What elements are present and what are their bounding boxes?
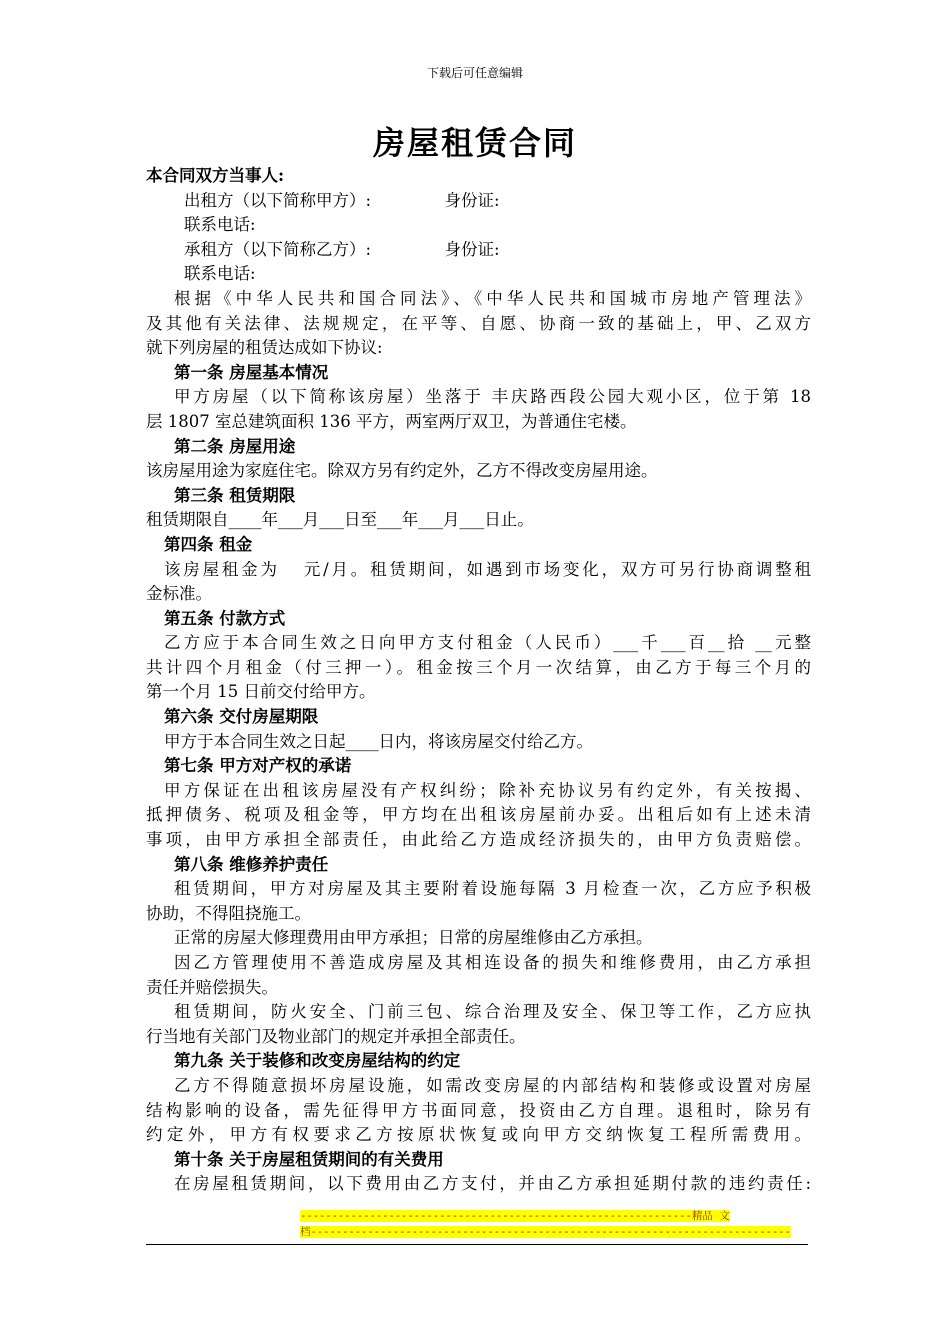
- body-line: 行当地有关部门及物业部门的规定并承担全部责任。: [146, 1026, 526, 1046]
- section-heading: 第九条 关于装修和改变房屋结构的约定: [174, 1051, 461, 1071]
- body-line: 该房屋租金为 元/月。租赁期间，如遇到市场变化，双方可另行协商调整租: [164, 559, 811, 579]
- body-line: 乙方不得随意损坏房屋设施，如需改变房屋的内部结构和装修或设置对房屋: [174, 1075, 811, 1095]
- body-line: 该房屋用途为家庭住宅。除双方另有约定外，乙方不得改变房屋用途。: [146, 461, 658, 481]
- body-line: 承租方（以下简称乙方）: 身份证:: [184, 239, 500, 259]
- body-line: 第一个月 15 日前交付给甲方。: [146, 682, 376, 702]
- footer-watermark: [146, 1208, 808, 1240]
- footer-rule: [146, 1244, 808, 1245]
- section-heading: 第一条 房屋基本情况: [174, 362, 329, 382]
- header-note: 下载后可任意编辑: [426, 66, 523, 80]
- body-line: 协助，不得阻挠施工。: [146, 903, 311, 923]
- body-line: 就下列房屋的租赁达成如下协议:: [146, 338, 383, 358]
- section-heading: 第二条 房屋用途: [174, 436, 296, 456]
- section-heading: 第六条 交付房屋期限: [164, 707, 319, 727]
- body-line: 甲方保证在出租该房屋没有产权纠纷；除补充协议另有约定外，有关按揭、: [164, 780, 811, 800]
- body-line: 因乙方管理使用不善造成房屋及其相连设备的损失和维修费用，由乙方承担: [174, 953, 811, 972]
- document-title: 房屋租赁合同: [372, 124, 577, 162]
- body-line: 根据《中华人民共和国合同法》、《中华人民共和国城市房地产管理法》: [174, 288, 811, 308]
- body-line: 乙方应于本合同生效之日向甲方支付租金（人民币）___千___百__拾 __元整: [164, 633, 811, 653]
- body-line: 层 1807 室总建筑面积 136 平方，两室两厅双卫，为普通住宅楼。: [146, 411, 637, 431]
- body-line: 甲方房屋（以下简称该房屋）坐落于 丰庆路西段公园大观小区，位于第 18: [174, 387, 811, 407]
- body-line: 约定外，甲方有权要求乙方按原状恢复或向甲方交纳恢复工程所需费用。: [146, 1125, 811, 1145]
- body-line: 共计四个月租金（付三押一）。租金按三个月一次结算，由乙方于每三个月的: [146, 657, 811, 677]
- body-line: 事项，由甲方承担全部责任，由此给乙方造成经济损失的，由甲方负责赔偿。: [146, 830, 811, 850]
- body-line: 正常的房屋大修理费用由甲方承担；日常的房屋维修由乙方承担。: [174, 928, 653, 948]
- footer-line-2: [146, 1224, 808, 1240]
- body-line: 甲方于本合同生效之日起____日内，将该房屋交付给乙方。: [164, 731, 593, 751]
- footer-line-1: [146, 1208, 808, 1224]
- footer-label-1: 精品 文: [691, 1210, 730, 1222]
- body-line: 联系电话:: [184, 264, 256, 284]
- body-line: 联系电话:: [184, 215, 256, 235]
- body-line: 租赁期限自____年___月___日至___年___月___日止。: [146, 510, 534, 530]
- section-heading: 第八条 维修养护责任: [174, 854, 329, 874]
- contract-body: [146, 164, 811, 1197]
- footer-label-2: 档: [300, 1226, 311, 1238]
- body-line: 在房屋租赁期间，以下费用由乙方支付，并由乙方承担延期付款的违约责任:: [174, 1174, 811, 1194]
- body-line: 抵押债务、税项及租金等，甲方均在出租该房屋前办妥。出租后如有上述未清: [146, 805, 811, 825]
- section-heading: 第四条 租金: [164, 534, 253, 554]
- body-line: 出租方（以下简称甲方）: 身份证:: [184, 190, 500, 210]
- body-line: 及其他有关法律、法规规定，在平等、自愿、协商一致的基础上，甲、乙双方: [146, 313, 811, 333]
- section-heading: 第五条 付款方式: [164, 608, 286, 628]
- body-line: 责任并赔偿损失。: [146, 977, 278, 997]
- body-line: 租赁期间，防火安全、门前三包、综合治理及安全、保卫等工作，乙方应执: [174, 1002, 811, 1022]
- body-line: 结构影响的设备，需先征得甲方书面同意，投资由乙方自理。退租时，除另有: [146, 1100, 811, 1120]
- section-heading: 第三条 租赁期限: [174, 485, 296, 505]
- section-heading: 第七条 甲方对产权的承诺: [164, 756, 352, 776]
- body-line: 金标准。: [146, 584, 212, 604]
- section-heading: 第十条 关于房屋租赁期间的有关费用: [174, 1149, 444, 1169]
- footer-dashes-2: ----------------------------------------------------------------------------: [310, 1226, 791, 1238]
- footer-dashes-1: --------------------------------------------------------------: [300, 1210, 692, 1222]
- body-line: 租赁期间，甲方对房屋及其主要附着设施每隔 3 月检查一次，乙方应予积极: [174, 879, 811, 899]
- section-heading: 本合同双方当事人:: [146, 166, 285, 185]
